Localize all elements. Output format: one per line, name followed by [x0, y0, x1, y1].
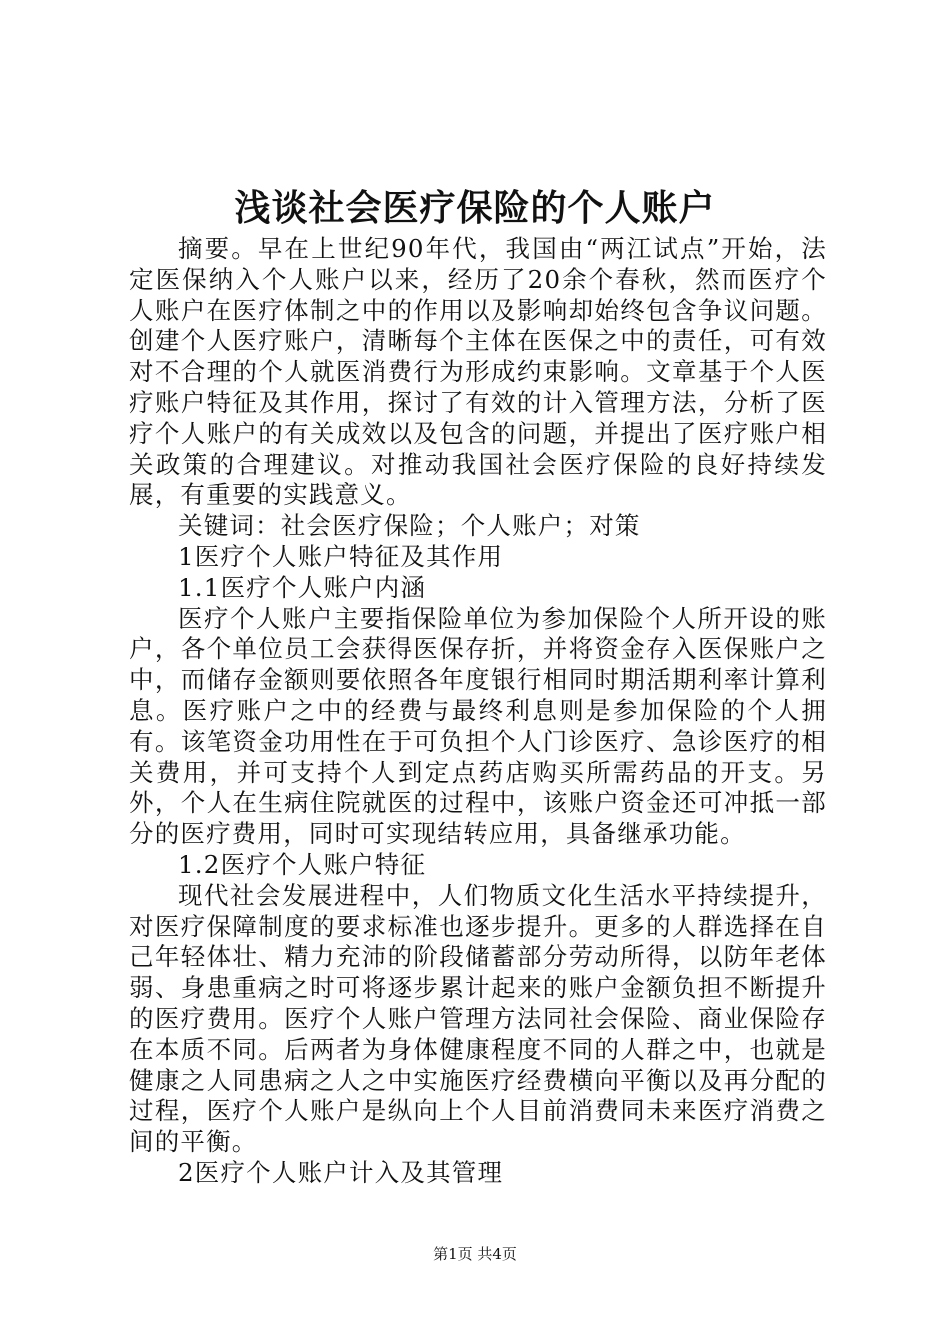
document-title: 浅谈社会医疗保险的个人账户 [234, 188, 716, 229]
section-1-2-paragraph: 现代社会发展进程中，人们物质文化生活水平持续提升，对医疗保障制度的要求标准也逐步提升。更多的人群选择在自己年轻体壮、精力充沛的阶段储蓄部分劳动所得，以防年老体弱、身患重病之时可将逐步累计起来的账户金额负担不断提升的医疗费用。医疗个人账户管理方法同社会保险、商业保险存在本质不同。后两者为身体健康程度不同的人群之中，也就是健康之人同患病之人之中实施医疗经费横向平衡以及再分配的过程，医疗个人账户是纵向上个人目前消费同未来医疗消费之间的平衡。 [129, 880, 827, 1157]
section-heading-1: 1医疗个人账户特征及其作用 [178, 541, 504, 571]
section-1-1-paragraph: 医疗个人账户主要指保险单位为参加保险个人所开设的账户，各个单位员工会获得医保存折，并将资金存入医保账户之中，而储存金额则要依照各年度银行相同时期活期利率计算利息。医疗账户之中的经费与最终利息则是参加保险的个人拥有。该笔资金功用性在于可负担个人门诊医疗、急诊医疗的相关费用，并可支持个人到定点药店购买所需药品的开支。另外，个人在生病住院就医的过程中，该账户资金还可冲抵一部分的医疗费用，同时可实现结转应用，具备继承功能。 [129, 603, 827, 849]
section-heading-2: 2医疗个人账户计入及其管理 [178, 1157, 504, 1187]
abstract-paragraph: 摘要。早在上世纪90年代，我国由“两江试点”开始，法定医保纳入个人账户以来，经历了20余个春秋，然而医疗个人账户在医疗体制之中的作用以及影响却始终包含争议问题。创建个人医疗账户，清晰每个主体在医保之中的责任，可有效对不合理的个人就医消费行为形成约束影响。文章基于个人医疗账户特征及其作用，探讨了有效的计入管理方法，分析了医疗个人账户的有关成效以及包含的问题，并提出了医疗账户相关政策的合理建议。对推动我国社会医疗保险的良好持续发展，有重要的实践意义。 [129, 234, 827, 510]
document-body [129, 234, 827, 1189]
section-heading-1-1: 1.1医疗个人账户内涵 [178, 572, 427, 602]
section-heading-1-2: 1.2医疗个人账户特征 [178, 849, 427, 879]
page-footer: 第1页 共4页 [433, 1245, 517, 1263]
keywords-line: 关键词：社会医疗保险；个人账户；对策 [178, 511, 641, 541]
